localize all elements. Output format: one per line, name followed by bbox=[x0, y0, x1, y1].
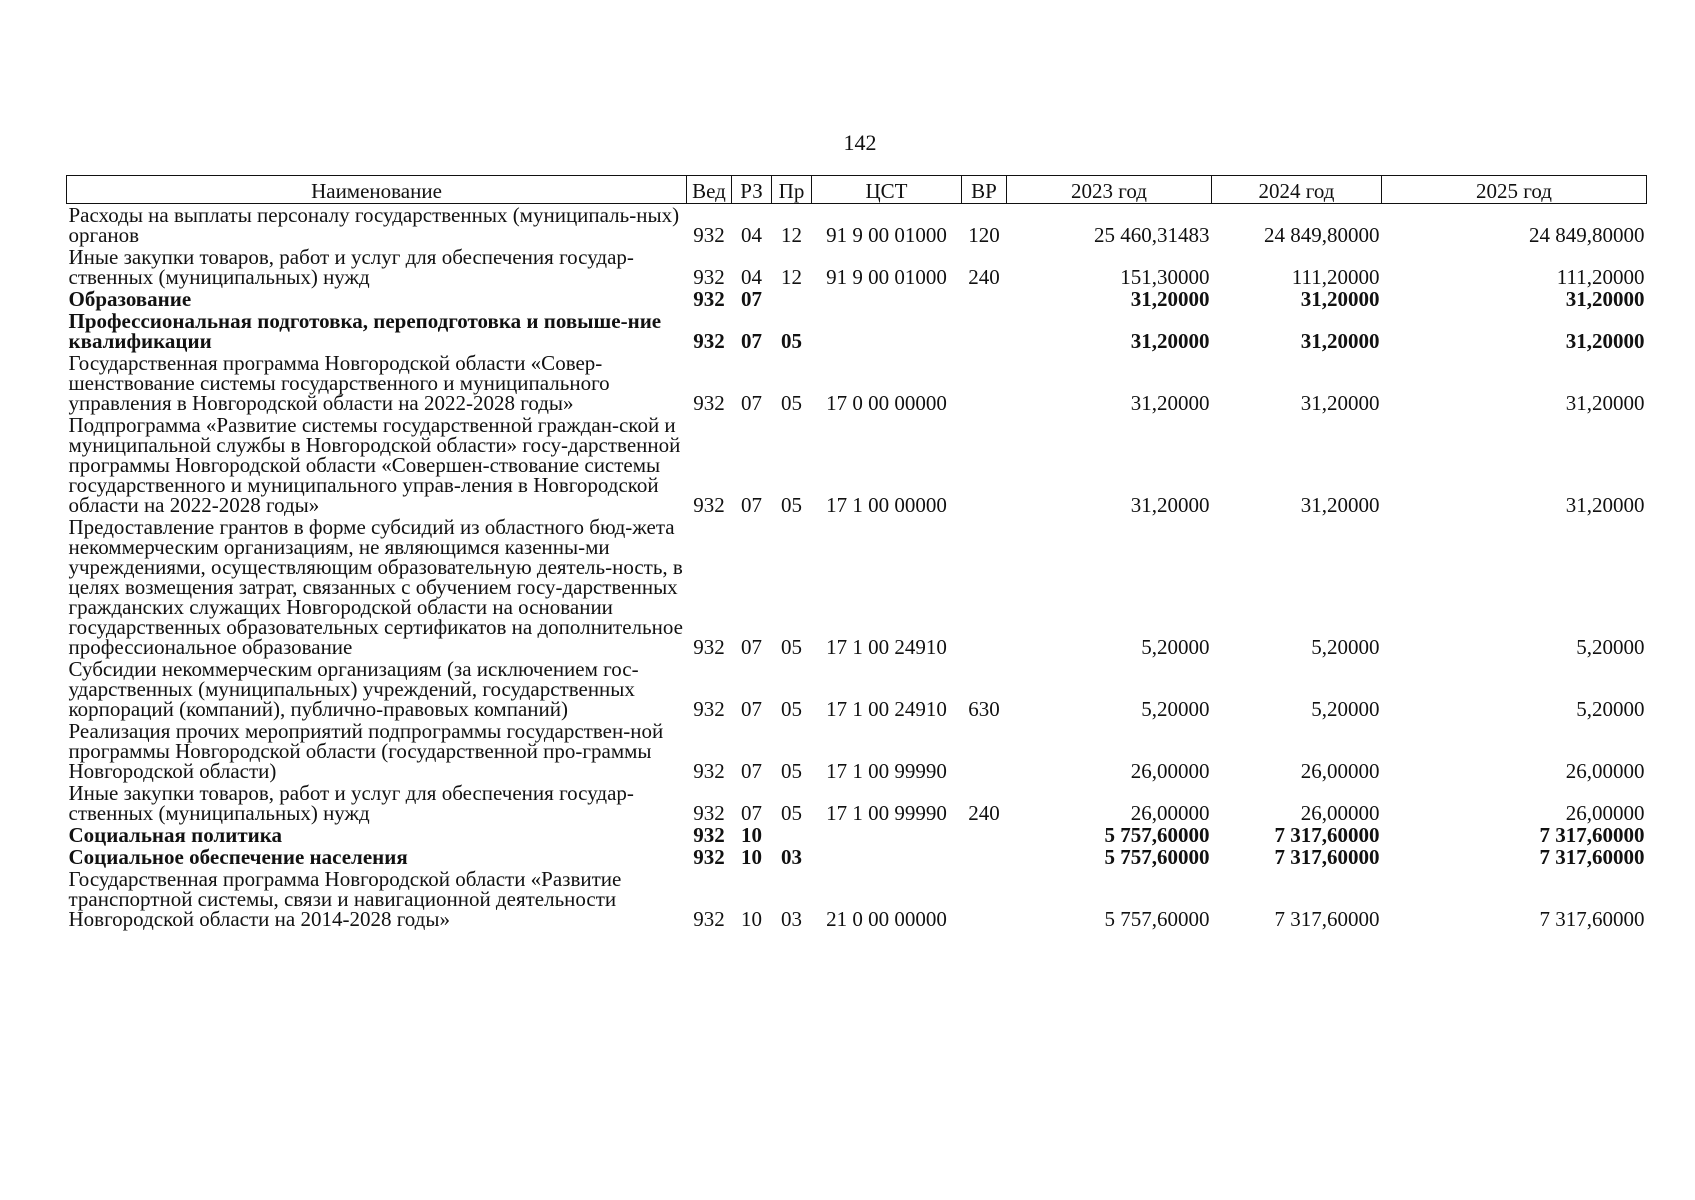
header-vr: ВР bbox=[962, 176, 1007, 204]
header-cst: ЦСТ bbox=[812, 176, 962, 204]
cell-y2024: 31,20000 bbox=[1300, 287, 1380, 311]
cell-pr: 03 bbox=[781, 845, 802, 869]
cell-y2023: 26,00000 bbox=[1130, 759, 1210, 783]
cell-vr: 240 bbox=[968, 801, 1000, 825]
cell-y2024: 31,20000 bbox=[1300, 493, 1380, 517]
header-2023: 2023 год bbox=[1007, 176, 1212, 204]
cell-rz: 07 bbox=[741, 329, 762, 353]
table-row bbox=[67, 288, 1647, 310]
cell-vr bbox=[962, 846, 1007, 868]
cell-vr: 240 bbox=[968, 265, 1000, 289]
cell-y2023: 31,20000 bbox=[1130, 391, 1210, 415]
cell-cst: 17 0 00 00000 bbox=[826, 391, 947, 415]
cell-cst: 21 0 00 00000 bbox=[826, 907, 947, 931]
cell-rz: 10 bbox=[741, 823, 762, 847]
cell-y2024: 7 317,60000 bbox=[1274, 907, 1380, 931]
header-rz: РЗ bbox=[732, 176, 772, 204]
cell-y2024: 7 317,60000 bbox=[1274, 845, 1380, 869]
cell-vr bbox=[962, 720, 1007, 782]
cell-vr bbox=[962, 516, 1007, 658]
cell-pr: 12 bbox=[781, 223, 802, 247]
cell-cst: 17 1 00 24910 bbox=[826, 697, 947, 721]
cell-ved: 932 bbox=[693, 287, 725, 311]
cell-name: Расходы на выплаты персоналу государственных (муниципаль-ных) органов bbox=[68, 203, 680, 247]
cell-rz: 07 bbox=[741, 697, 762, 721]
cell-pr: 12 bbox=[781, 265, 802, 289]
cell-y2025: 7 317,60000 bbox=[1539, 823, 1645, 847]
cell-pr: 05 bbox=[781, 759, 802, 783]
cell-y2023: 31,20000 bbox=[1130, 493, 1210, 517]
cell-ved: 932 bbox=[693, 635, 725, 659]
cell-y2025: 5,20000 bbox=[1576, 697, 1645, 721]
header-pr: Пр bbox=[772, 176, 812, 204]
cell-pr: 05 bbox=[781, 697, 802, 721]
table-row bbox=[67, 204, 1647, 247]
cell-y2025: 111,20000 bbox=[1556, 265, 1645, 289]
cell-y2024: 111,20000 bbox=[1291, 265, 1380, 289]
cell-ved: 932 bbox=[693, 391, 725, 415]
cell-cst: 17 1 00 00000 bbox=[826, 493, 947, 517]
cell-y2023: 26,00000 bbox=[1130, 801, 1210, 825]
cell-rz: 10 bbox=[741, 907, 762, 931]
cell-y2025: 7 317,60000 bbox=[1539, 845, 1645, 869]
cell-ved: 932 bbox=[693, 697, 725, 721]
cell-rz: 04 bbox=[741, 223, 762, 247]
cell-y2025: 24 849,80000 bbox=[1529, 223, 1645, 247]
cell-cst bbox=[812, 288, 962, 310]
cell-vr bbox=[962, 824, 1007, 846]
cell-cst: 17 1 00 99990 bbox=[826, 759, 947, 783]
table-row bbox=[67, 720, 1647, 782]
cell-pr bbox=[772, 824, 812, 846]
table-body bbox=[67, 204, 1647, 931]
cell-cst: 91 9 00 01000 bbox=[826, 223, 947, 247]
cell-y2024: 5,20000 bbox=[1311, 635, 1380, 659]
cell-pr: 05 bbox=[781, 493, 802, 517]
cell-y2025: 31,20000 bbox=[1565, 329, 1645, 353]
cell-y2023: 5 757,60000 bbox=[1104, 907, 1210, 931]
cell-rz: 04 bbox=[741, 265, 762, 289]
cell-cst bbox=[812, 310, 962, 352]
cell-name: Государственная программа Новгородской области «Развитие транспортной системы, связи и навигационной деятельности Новгородской области на 2014-2028 годы» bbox=[68, 867, 622, 931]
header-2024: 2024 год bbox=[1212, 176, 1382, 204]
cell-ved: 932 bbox=[693, 265, 725, 289]
cell-y2024: 5,20000 bbox=[1311, 697, 1380, 721]
cell-cst: 91 9 00 01000 bbox=[826, 265, 947, 289]
cell-name: Профессиональная подготовка, переподготовка и повыше-ние квалификации bbox=[68, 309, 662, 353]
cell-rz: 07 bbox=[741, 801, 762, 825]
cell-rz: 07 bbox=[741, 759, 762, 783]
cell-y2024: 7 317,60000 bbox=[1274, 823, 1380, 847]
cell-y2023: 5 757,60000 bbox=[1104, 845, 1210, 869]
cell-name: Социальное обеспечение населения bbox=[68, 845, 408, 869]
cell-ved: 932 bbox=[693, 907, 725, 931]
cell-rz: 07 bbox=[741, 493, 762, 517]
table-row bbox=[67, 824, 1647, 846]
cell-rz: 07 bbox=[741, 391, 762, 415]
cell-y2023: 5,20000 bbox=[1141, 697, 1210, 721]
cell-name: Подпрограмма «Развитие системы государственной граждан-ской и муниципальной службы в Новгородской области» госу-дарственной программы Новгородской области «Совершен-ствование системы государственного и муниципального управ-ления в Новгородской области на 2022-2028 годы» bbox=[68, 413, 681, 517]
cell-y2023: 5 757,60000 bbox=[1104, 823, 1210, 847]
cell-y2024: 31,20000 bbox=[1300, 391, 1380, 415]
cell-pr: 05 bbox=[781, 391, 802, 415]
cell-cst bbox=[812, 824, 962, 846]
cell-rz: 07 bbox=[741, 635, 762, 659]
cell-y2023: 5,20000 bbox=[1141, 635, 1210, 659]
cell-ved: 932 bbox=[693, 801, 725, 825]
cell-y2025: 31,20000 bbox=[1565, 287, 1645, 311]
cell-ved: 932 bbox=[693, 759, 725, 783]
cell-y2025: 7 317,60000 bbox=[1539, 907, 1645, 931]
table-row bbox=[67, 846, 1647, 868]
cell-vr bbox=[962, 352, 1007, 414]
cell-pr: 03 bbox=[781, 907, 802, 931]
table-row bbox=[67, 782, 1647, 824]
cell-pr: 05 bbox=[781, 635, 802, 659]
cell-vr: 120 bbox=[968, 223, 1000, 247]
cell-name: Социальная политика bbox=[68, 823, 283, 847]
cell-vr bbox=[962, 414, 1007, 516]
cell-pr: 05 bbox=[781, 329, 802, 353]
cell-y2023: 31,20000 bbox=[1130, 329, 1210, 353]
cell-name: Образование bbox=[68, 287, 192, 311]
cell-cst: 17 1 00 99990 bbox=[826, 801, 947, 825]
cell-pr bbox=[772, 288, 812, 310]
cell-y2024: 26,00000 bbox=[1300, 759, 1380, 783]
cell-name: Предоставление грантов в форме субсидий из областного бюд-жета некоммерческим организациям, не являющимся казенны-ми учреждениями, осуществляющим образовательную деятель-ность, в целях возмещения затрат, связанных с обучением госу-дарственных гражданских служащих Новгородской области на основании государственных образовательных сертификатов на дополнительное профессиональное образование bbox=[68, 515, 683, 659]
cell-vr bbox=[962, 310, 1007, 352]
budget-table bbox=[66, 175, 1647, 930]
cell-rz: 10 bbox=[741, 845, 762, 869]
cell-cst: 17 1 00 24910 bbox=[826, 635, 947, 659]
table-row bbox=[67, 352, 1647, 414]
table-row bbox=[67, 246, 1647, 288]
table-row bbox=[67, 658, 1647, 720]
table-row bbox=[67, 310, 1647, 352]
header-ved: Вед bbox=[687, 176, 732, 204]
cell-ved: 932 bbox=[693, 493, 725, 517]
header-2025: 2025 год bbox=[1382, 176, 1647, 204]
cell-y2025: 5,20000 bbox=[1576, 635, 1645, 659]
cell-ved: 932 bbox=[693, 223, 725, 247]
table-row bbox=[67, 516, 1647, 658]
cell-name: Субсидии некоммерческим организациям (за исключением гос-ударственных (муниципальных) учреждений, государственных корпораций (компаний), публично-правовых компаний) bbox=[68, 657, 639, 721]
table-header-row bbox=[67, 176, 1647, 204]
cell-ved: 932 bbox=[693, 845, 725, 869]
cell-name: Реализация прочих мероприятий подпрограммы государствен-ной программы Новгородской области (государственной про-граммы Новгородской области) bbox=[68, 719, 664, 783]
table-row bbox=[67, 868, 1647, 930]
cell-y2023: 31,20000 bbox=[1130, 287, 1210, 311]
cell-name: Иные закупки товаров, работ и услуг для обеспечения государ-ственных (муниципальных) нужд bbox=[68, 781, 634, 825]
cell-y2024: 31,20000 bbox=[1300, 329, 1380, 353]
cell-cst bbox=[812, 846, 962, 868]
cell-y2024: 26,00000 bbox=[1300, 801, 1380, 825]
cell-vr bbox=[962, 288, 1007, 310]
cell-y2023: 151,30000 bbox=[1120, 265, 1210, 289]
cell-y2023: 25 460,31483 bbox=[1094, 223, 1210, 247]
cell-pr: 05 bbox=[781, 801, 802, 825]
cell-y2024: 24 849,80000 bbox=[1264, 223, 1380, 247]
cell-vr bbox=[962, 868, 1007, 930]
page-number: 142 bbox=[843, 130, 877, 155]
cell-ved: 932 bbox=[693, 329, 725, 353]
cell-name: Иные закупки товаров, работ и услуг для обеспечения государ-ственных (муниципальных) нужд bbox=[68, 245, 634, 289]
cell-name: Государственная программа Новгородской области «Совер-шенствование системы государственного и муниципального управления в Новгородской области на 2022-2028 годы» bbox=[68, 351, 610, 415]
table-row bbox=[67, 414, 1647, 516]
cell-vr: 630 bbox=[968, 697, 1000, 721]
cell-y2025: 26,00000 bbox=[1565, 759, 1645, 783]
cell-y2025: 31,20000 bbox=[1565, 391, 1645, 415]
cell-y2025: 31,20000 bbox=[1565, 493, 1645, 517]
cell-rz: 07 bbox=[741, 287, 762, 311]
cell-ved: 932 bbox=[693, 823, 725, 847]
header-name: Наименование bbox=[67, 176, 687, 204]
cell-y2025: 26,00000 bbox=[1565, 801, 1645, 825]
